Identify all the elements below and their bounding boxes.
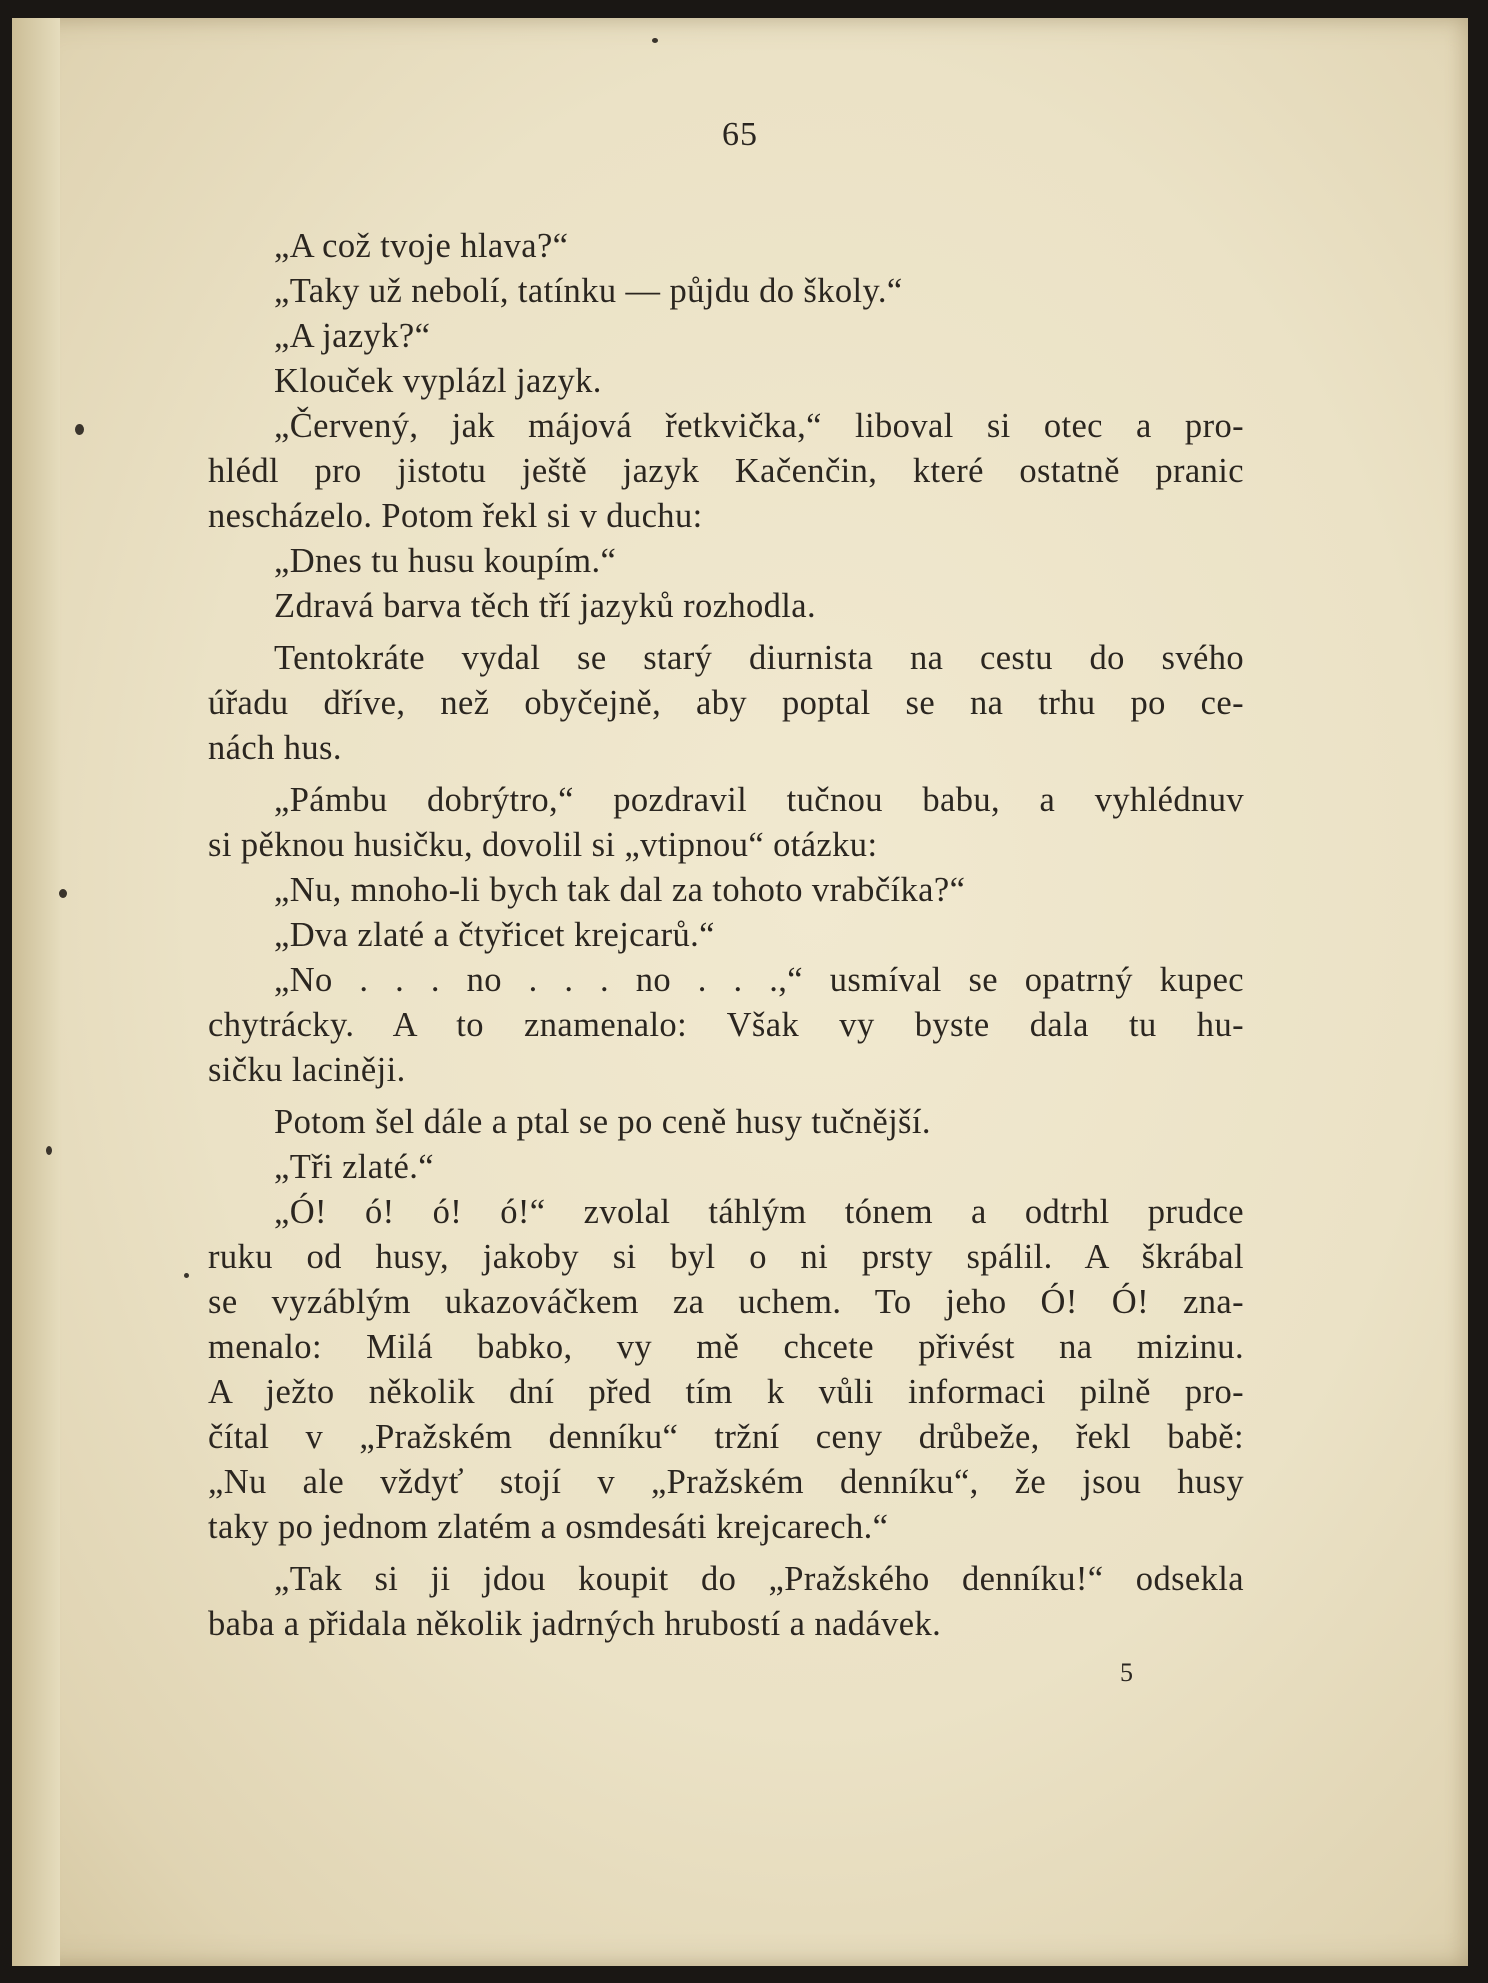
print-speck bbox=[46, 1146, 52, 1155]
text-line: Tentokráte vydal se starý diurnista na cestu do svého bbox=[274, 639, 1244, 677]
text-line: „Tak si ji jdou koupit do „Pražského denníku!“ odsekla bbox=[274, 1560, 1244, 1598]
text-line: „Dnes tu husu koupím.“ bbox=[274, 542, 617, 580]
text-line: taky po jednom zlatém a osmdesáti krejcarech.“ bbox=[208, 1508, 889, 1546]
print-speck bbox=[184, 1273, 189, 1278]
text-line: „A jazyk?“ bbox=[274, 317, 431, 355]
text-line: hlédl pro jistotu ještě jazyk Kačenčin, které ostatně pranic bbox=[208, 452, 1244, 490]
text-line: „Dva zlaté a čtyřicet krejcarů.“ bbox=[274, 916, 715, 954]
print-speck bbox=[652, 38, 658, 43]
text-line: „Nu ale vždyť stojí v „Pražském denníku“, že jsou husy bbox=[208, 1463, 1244, 1501]
text-line: ruku od husy, jakoby si byl o ni prsty spálil. A škrábal bbox=[208, 1238, 1244, 1276]
text-line: Potom šel dále a ptal se po ceně husy tučnější. bbox=[274, 1103, 931, 1141]
text-line: „Červený, jak májová řetkvička,“ liboval si otec a pro- bbox=[274, 407, 1244, 445]
text-line: „A což tvoje hlava?“ bbox=[274, 227, 569, 265]
text-line: se vyzáblým ukazováčkem za uchem. To jeho Ó! Ó! zna- bbox=[208, 1283, 1244, 1321]
text-line: čítal v „Pražském denníku“ tržní ceny drůbeže, řekl babě: bbox=[208, 1418, 1244, 1456]
print-speck bbox=[75, 424, 84, 435]
text-line: A ježto několik dní před tím k vůli informaci pilně pro- bbox=[208, 1373, 1244, 1411]
book-page bbox=[12, 18, 1468, 1966]
text-line: sičku laciněji. bbox=[208, 1051, 406, 1089]
print-speck bbox=[59, 889, 67, 898]
body-text bbox=[208, 224, 1244, 1647]
text-line: baba a přidala několik jadrných hrubostí a nadávek. bbox=[208, 1605, 942, 1643]
signature-mark: 5 bbox=[1120, 1658, 1133, 1687]
page-number: 65 bbox=[722, 116, 758, 153]
text-line: „Ó! ó! ó! ó!“ zvolal táhlým tónem a odtrhl prudce bbox=[274, 1193, 1244, 1231]
text-line: nescházelo. Potom řekl si v duchu: bbox=[208, 497, 703, 535]
text-line: Zdravá barva těch tří jazyků rozhodla. bbox=[274, 587, 817, 625]
text-line: menalo: Milá babko, vy mě chcete přivést na mizinu. bbox=[208, 1328, 1244, 1366]
page-gutter bbox=[12, 18, 60, 1966]
text-line: „Pámbu dobrýtro,“ pozdravil tučnou babu, a vyhlédnuv bbox=[274, 781, 1244, 819]
text-line: chytrácky. A to znamenalo: Však vy byste dala tu hu- bbox=[208, 1006, 1244, 1044]
text-line: nách hus. bbox=[208, 729, 342, 767]
text-line: „No . . . no . . . no . . .,“ usmíval se opatrný kupec bbox=[274, 961, 1244, 999]
text-line: si pěknou husičku, dovolil si „vtipnou“ otázku: bbox=[208, 826, 878, 864]
text-line: „Tři zlaté.“ bbox=[274, 1148, 434, 1186]
text-line: Klouček vyplázl jazyk. bbox=[274, 362, 602, 400]
text-line: „Nu, mnoho-li bych tak dal za tohoto vrabčíka?“ bbox=[274, 871, 966, 909]
text-line: úřadu dříve, než obyčejně, aby poptal se na trhu po ce- bbox=[208, 684, 1244, 722]
text-line: „Taky už nebolí, tatínku — půjdu do školy.“ bbox=[274, 272, 903, 310]
